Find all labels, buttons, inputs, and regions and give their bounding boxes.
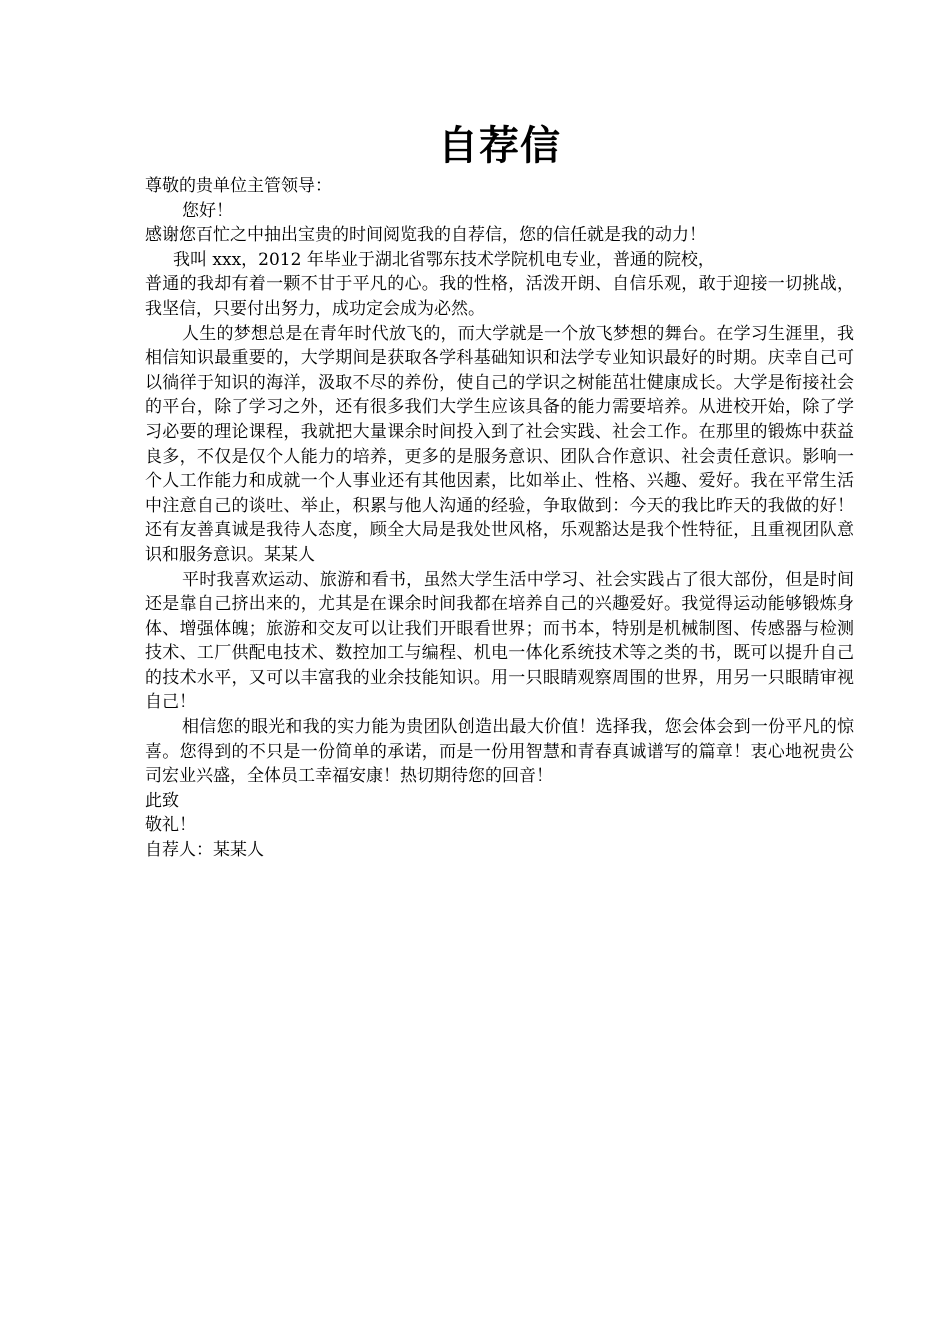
paragraph-closing: 相信您的眼光和我的实力能为贵团队创造出最大价值！选择我，您会体会到一份平凡的惊喜。您得到的不只是一份简单的承诺，而是一份用智慧和青春真诚谱写的篇章！衷心地祝贵公司宏业兴盛，全体员工幸福安康！热切期待您的回音！ (145, 717, 854, 787)
sign-off-1: 此致 (145, 790, 179, 811)
signature: 自荐人：某某人 (145, 840, 264, 861)
paragraph-hobby: 平时我喜欢运动、旅游和看书，虽然大学生活中学习、社会实践占了很大部份，但是时间还是靠自己挤出来的，尤其是在课余时间我都在培养自己的兴趣爱好。我觉得运动能够锻炼身体、增强体魄；旅游和交友可以让我们开眼看世界；而书本，特别是机械制图、传感器与检测技术、工厂供配电技术、数控加工与编程、机电一体化系统技术等之类的书，既可以提升自己的技术水平，又可以丰富我的业余技能知识。用一只眼睛观察周围的世界，用另一只眼睛审视自己！ (145, 569, 854, 713)
salutation: 尊敬的贵单位主管领导： (145, 176, 332, 196)
paragraph-dream: 人生的梦想总是在青年时代放飞的，而大学就是一个放飞梦想的舞台。在学习生涯里，我相信知识最重要的，大学期间是获取各学科基础知识和法学专业知识最好的时期。庆幸自己可以徜徉于知识的海洋，汲取不尽的养份，使自己的学识之树能茁壮健康成长。大学是衔接社会的平台，除了学习之外，还有很多我们大学生应该具备的能力需要培养。从进校开始，除了学习必要的理论课程，我就把大量课余时间投入到了社会实践、社会工作。在那里的锻炼中获益良多，不仅是仅个人能力的培养，更多的是服务意识、团队合作意识、社会责任意识。影响一个人工作能力和成就一个人事业还有其他因素，比如举止、性格、兴趣、爱好。我在平常生活中注意自己的谈吐、举止，积累与他人沟通的经验，争取做到：今天的我比昨天的我做的好！还有友善真诚是我待人态度，顾全大局是我处世风格，乐观豁达是我个性特征，且重视团队意识和服务意识。某某人 (145, 323, 854, 565)
intro-line-2: 普通的我却有着一颗不甘于平凡的心。我的性格，活泼开朗、自信乐观，敢于迎接一切挑战，我坚信，只要付出努力，成功定会成为必然。 (145, 274, 854, 319)
sign-off-2: 敬礼！ (145, 815, 196, 836)
greeting: 您好！ (182, 200, 233, 221)
letter-page (145, 118, 854, 863)
thanks-line: 感谢您百忙之中抽出宝贵的时间阅览我的自荐信，您的信任就是我的动力！ (145, 225, 706, 246)
letter-title: 自荐信 (438, 123, 561, 169)
intro-line-1: 我叫 xxx，2012 年毕业于湖北省鄂东技术学院机电专业，普通的院校， (173, 249, 715, 270)
